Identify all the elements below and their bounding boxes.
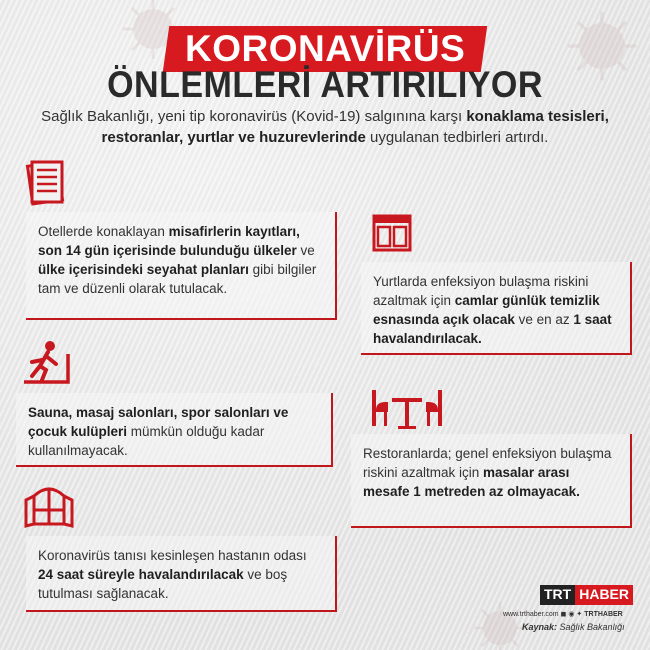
title-line1: KORONAVİRÜS <box>184 28 466 69</box>
social-icons: ◼ ◉ ✦ <box>560 611 583 618</box>
virus-decoration-icon <box>470 598 530 650</box>
social-line <box>503 610 633 618</box>
gyms-card: Sauna, masaj salonları, spor salonları ve çocuk kulüpleri mümkün olduğu kadar kullanılmayacak. <box>16 393 333 467</box>
dorms-card: Yurtlarda enfeksiyon bulaşma riskini azaltmak için camlar günlük temizlik esnasında açık olacak ve en az 1 saat havalandırılacak. <box>361 262 632 355</box>
rooms-card: Koronavirüs tanısı kesinleşen hastanın odası 24 saat süreyle havalandırılacak ve boş tutulması sağlanacak. <box>26 536 337 612</box>
restaurant-table-icon <box>368 388 446 432</box>
restaurants-card: Restoranlarda; genel enfeksiyon bulaşma riskini azaltmak için masalar arası mesafe 1 metreden az olmayacak. <box>351 434 632 528</box>
documents-icon <box>20 158 70 210</box>
intro-text: Sağlık Bakanlığı, yeni tip koronavirüs (Kovid-19) salgınına karşı konaklama tesisleri, restoranlar, yurtlar ve huzurevlerinde uygulanan tedbirleri artırdı. <box>41 108 609 146</box>
title-line2: ÖNLEMLERİ ARTIRILIYOR <box>107 64 543 105</box>
open-window-icon <box>24 484 74 528</box>
treadmill-icon <box>20 340 72 386</box>
trt-haber-logo: TRT HABER <box>540 585 632 605</box>
website-text: www.trthaber.com <box>503 611 559 618</box>
social-handle: TRTHABER <box>584 611 623 618</box>
source-line: Kaynak: Sağlık Bakanlığı <box>522 622 625 632</box>
window-icon <box>372 214 412 252</box>
hotels-card: Otellerde konaklayan misafirlerin kayıtları, son 14 gün içerisinde bulunduğu ülkeler ve ülke içerisindeki seyahat planları gibi bilgiler tam ve düzenli olarak tutulacak. <box>26 212 337 320</box>
